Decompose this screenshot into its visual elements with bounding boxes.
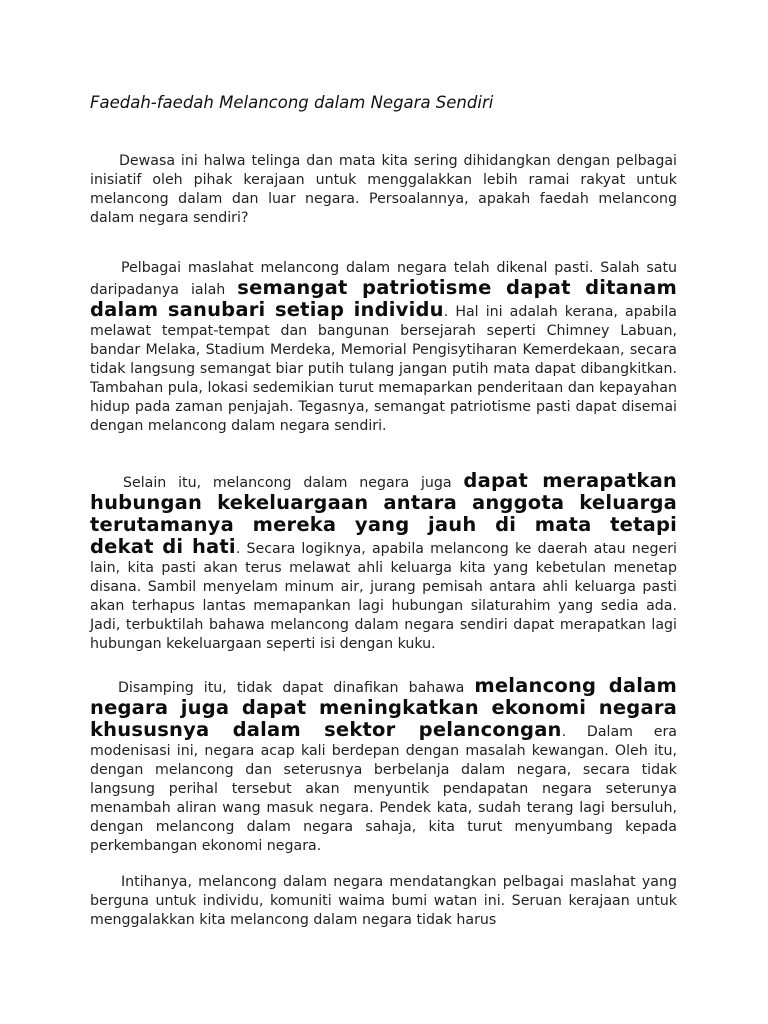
paragraph-body-text: . Secara logiknya, apabila melancong ke daerah atau negeri lain, kita pasti akan terus melawat ahli keluarga kita yang kebetulan menetap disana. Sambil menyelam minum air, jurang pemisah antara ahli keluarga pasti akan terhapus lantas memapankan lagi hubungan silaturahim yang sedia ada. Jadi, terbuktilah bahawa melancong dalam negara sendiri dapat merapatkan lagi hubungan kekeluargaan seperti isi dengan kuku. [90,541,678,652]
paragraph-emphasis: dapat merapatkan hubungan kekeluargaan antara anggota keluarga terutamanya mereka yang jauh di mata tetapi dekat di hati [90,469,678,558]
paragraph-lead-text: Pelbagai maslahat melancong dalam negara telah dikenal pasti. Salah satu daripadanya ialah [90,260,677,298]
paragraph-economy [90,676,677,856]
paragraph-emphasis: melancong dalam negara juga dapat meningkatkan ekonomi negara khususnya dalam sektor pelancongan [90,674,677,741]
paragraph-lead-text: Disamping itu, tidak dapat dinafikan bahawa [118,680,475,696]
paragraph-patriotism [90,259,677,436]
paragraph-family-ties [90,471,677,654]
paragraph-conclusion [90,873,677,930]
paragraph-emphasis: semangat patriotisme dapat ditanam dalam sanubari setiap individu [90,276,677,321]
document-title: Faedah-faedah Melancong dalam Negara Sendiri [90,93,494,112]
paragraph-text: Dewasa ini halwa telinga dan mata kita sering dihidangkan dengan pelbagai inisiatif oleh pihak kerajaan untuk menggalakkan lebih ramai rakyat untuk melancong dalam dan luar negara. Persoalannya, apakah faedah melancong dalam negara sendiri? [90,153,677,226]
paragraph-body-text: . Hal ini adalah kerana, apabila melawat tempat-tempat dan bangunan bersejarah seperti Chimney Labuan, bandar Melaka, Stadium Merdeka, Memorial Pengisytiharan Kemerdekaan, secara tidak langsung semangat biar putih tulang jangan putih mata dapat dibangkitkan. Tambahan pula, lokasi sedemikian turut memaparkan penderitaan dan kepayahan hidup pada zaman penjajah. Tegasnya, semangat patriotisme pasti dapat disemai dengan melancong dalam negara sendiri. [90,304,677,434]
paragraph-lead-text: Selain itu, melancong dalam negara juga [123,475,464,491]
paragraph-body-text: . Dalam era modenisasi ini, negara acap kali berdepan dengan masalah kewangan. Oleh itu, dengan melancong dan seterusnya berbelanja dalam negara, secara tidak langsung perihal tersebut akan menyuntik pendapatan negara seterunya menambah aliran wang masuk negara. Pendek kata, sudah terang lagi bersuluh, dengan melancong dalam negara sahaja, kita turut menyumbang kepada perkembangan ekonomi negara. [90,724,677,854]
paragraph-text: Intihanya, melancong dalam negara mendatangkan pelbagai maslahat yang berguna untuk individu, komuniti waima bumi watan ini. Seruan kerajaan untuk menggalakkan kita melancong dalam negara tidak harus [90,874,677,928]
paragraph-introduction [90,152,677,228]
